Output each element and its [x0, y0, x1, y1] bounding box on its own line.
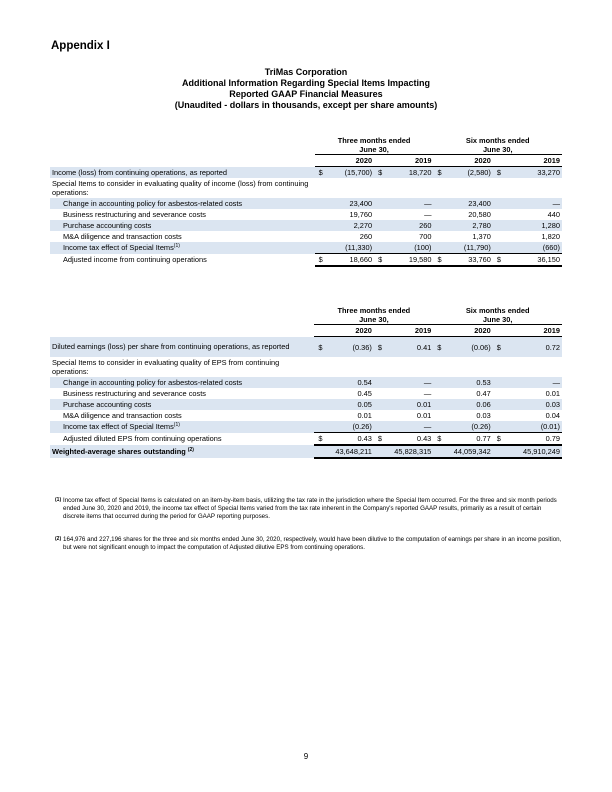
footnote: (2) 164,976 and 227,196 shares for the three and six months ended June 30, 2020, respectively, would have been dilutive to the computation of earnings per share in an income position, but were not significant enough to impact the computation of Adjusted dilutive EPS from continuing operations.	[55, 536, 562, 551]
title-line: Additional Information Regarding Special Items Impacting	[181, 78, 431, 88]
table-row: M&A diligence and transaction costs 260 700 1,370 1,820	[63, 232, 560, 241]
income-table	[50, 134, 562, 267]
table-row: Adjusted diluted EPS from continuing operations $ 0.43 $ 0.43 $ 0.77 $ 0.79	[63, 434, 560, 444]
year-header: 2019	[374, 155, 433, 167]
three-months-header: Three months ended June 30,	[315, 134, 434, 155]
table-row: Purchase accounting costs 2,270 260 2,780 1,280	[50, 220, 562, 231]
year-header: 2019	[493, 325, 562, 337]
table-row: Business restructuring and severance costs 0.45 — 0.47 0.01	[63, 389, 560, 398]
appendix-heading: Appendix I	[51, 40, 110, 52]
footnote: (1) Income tax effect of Special Items is calculated on an item-by-item basis, utilizing the tax rate in the jurisdiction where the Special Item occurred. For the three and six month periods ended June 30, 2020 and 2019, the income tax effect of Special Items varied from the tax rate inherent in the Company's reported GAAP results, primarily as a result of certain discrete items that occurred during the period for GAAP reporting purposes.	[55, 497, 557, 520]
year-header: 2020	[314, 325, 373, 337]
table-row: Income tax effect of Special Items$^{(1)}$ (11,330) (100) (11,790) (660)	[50, 242, 562, 254]
table-row: Weighted-average shares outstanding $^{(2)}$ 43,648,211 45,828,315 44,059,342 45,910,249	[52, 447, 560, 456]
table-row: Change in accounting policy for asbestos-related costs 23,400 — 23,400 —	[50, 198, 562, 209]
table-row: Purchase accounting costs 0.05 0.01 0.06 0.03	[50, 399, 562, 410]
table-row: Adjusted income from continuing operations $ 18,660 $ 19,580 $ 33,760 $ 36,150	[63, 255, 560, 265]
year-header: 2020	[433, 325, 492, 337]
eps-table	[50, 304, 562, 459]
table-row: Income tax effect of Special Items$^{(1)}$ (0.26) — (0.26) (0.01)	[50, 421, 562, 433]
report-title	[0, 67, 612, 111]
table-row: Income (loss) from continuing operations, as reported $ (15,700) $ 18,720 $ (2,580) $ 33,270	[52, 167, 560, 177]
title-line: (Unaudited - dollars in thousands, except per share amounts)	[174, 100, 438, 110]
table-row: Diluted earnings (loss) per share from continuing operations, as reported $ (0.36) $ 0.41 $ (0.06) $ 0.72	[50, 337, 562, 358]
year-header: 2020	[315, 155, 374, 167]
table-row: Special Items to consider in evaluating quality of income (loss) from continuing operations:	[52, 179, 309, 197]
table-row: M&A diligence and transaction costs 0.01 0.01 0.03 0.04	[63, 411, 560, 420]
year-header: 2019	[374, 325, 433, 337]
title-line: Reported GAAP Financial Measures	[229, 89, 383, 99]
page-number: 9	[303, 752, 309, 761]
three-months-header: Three months ended June 30,	[314, 304, 433, 325]
six-months-header: Six months ended June 30,	[433, 304, 562, 325]
year-header: 2019	[493, 155, 562, 167]
six-months-header: Six months ended June 30,	[433, 134, 562, 155]
table-row: Change in accounting policy for asbestos-related costs 0.54 — 0.53 —	[50, 377, 562, 388]
table-row: Business restructuring and severance costs 19,760 — 20,580 440	[63, 210, 560, 219]
title-line: TriMas Corporation	[264, 67, 348, 77]
table-row: Special Items to consider in evaluating quality of EPS from continuing operations:	[52, 358, 280, 376]
year-header: 2020	[433, 155, 492, 167]
